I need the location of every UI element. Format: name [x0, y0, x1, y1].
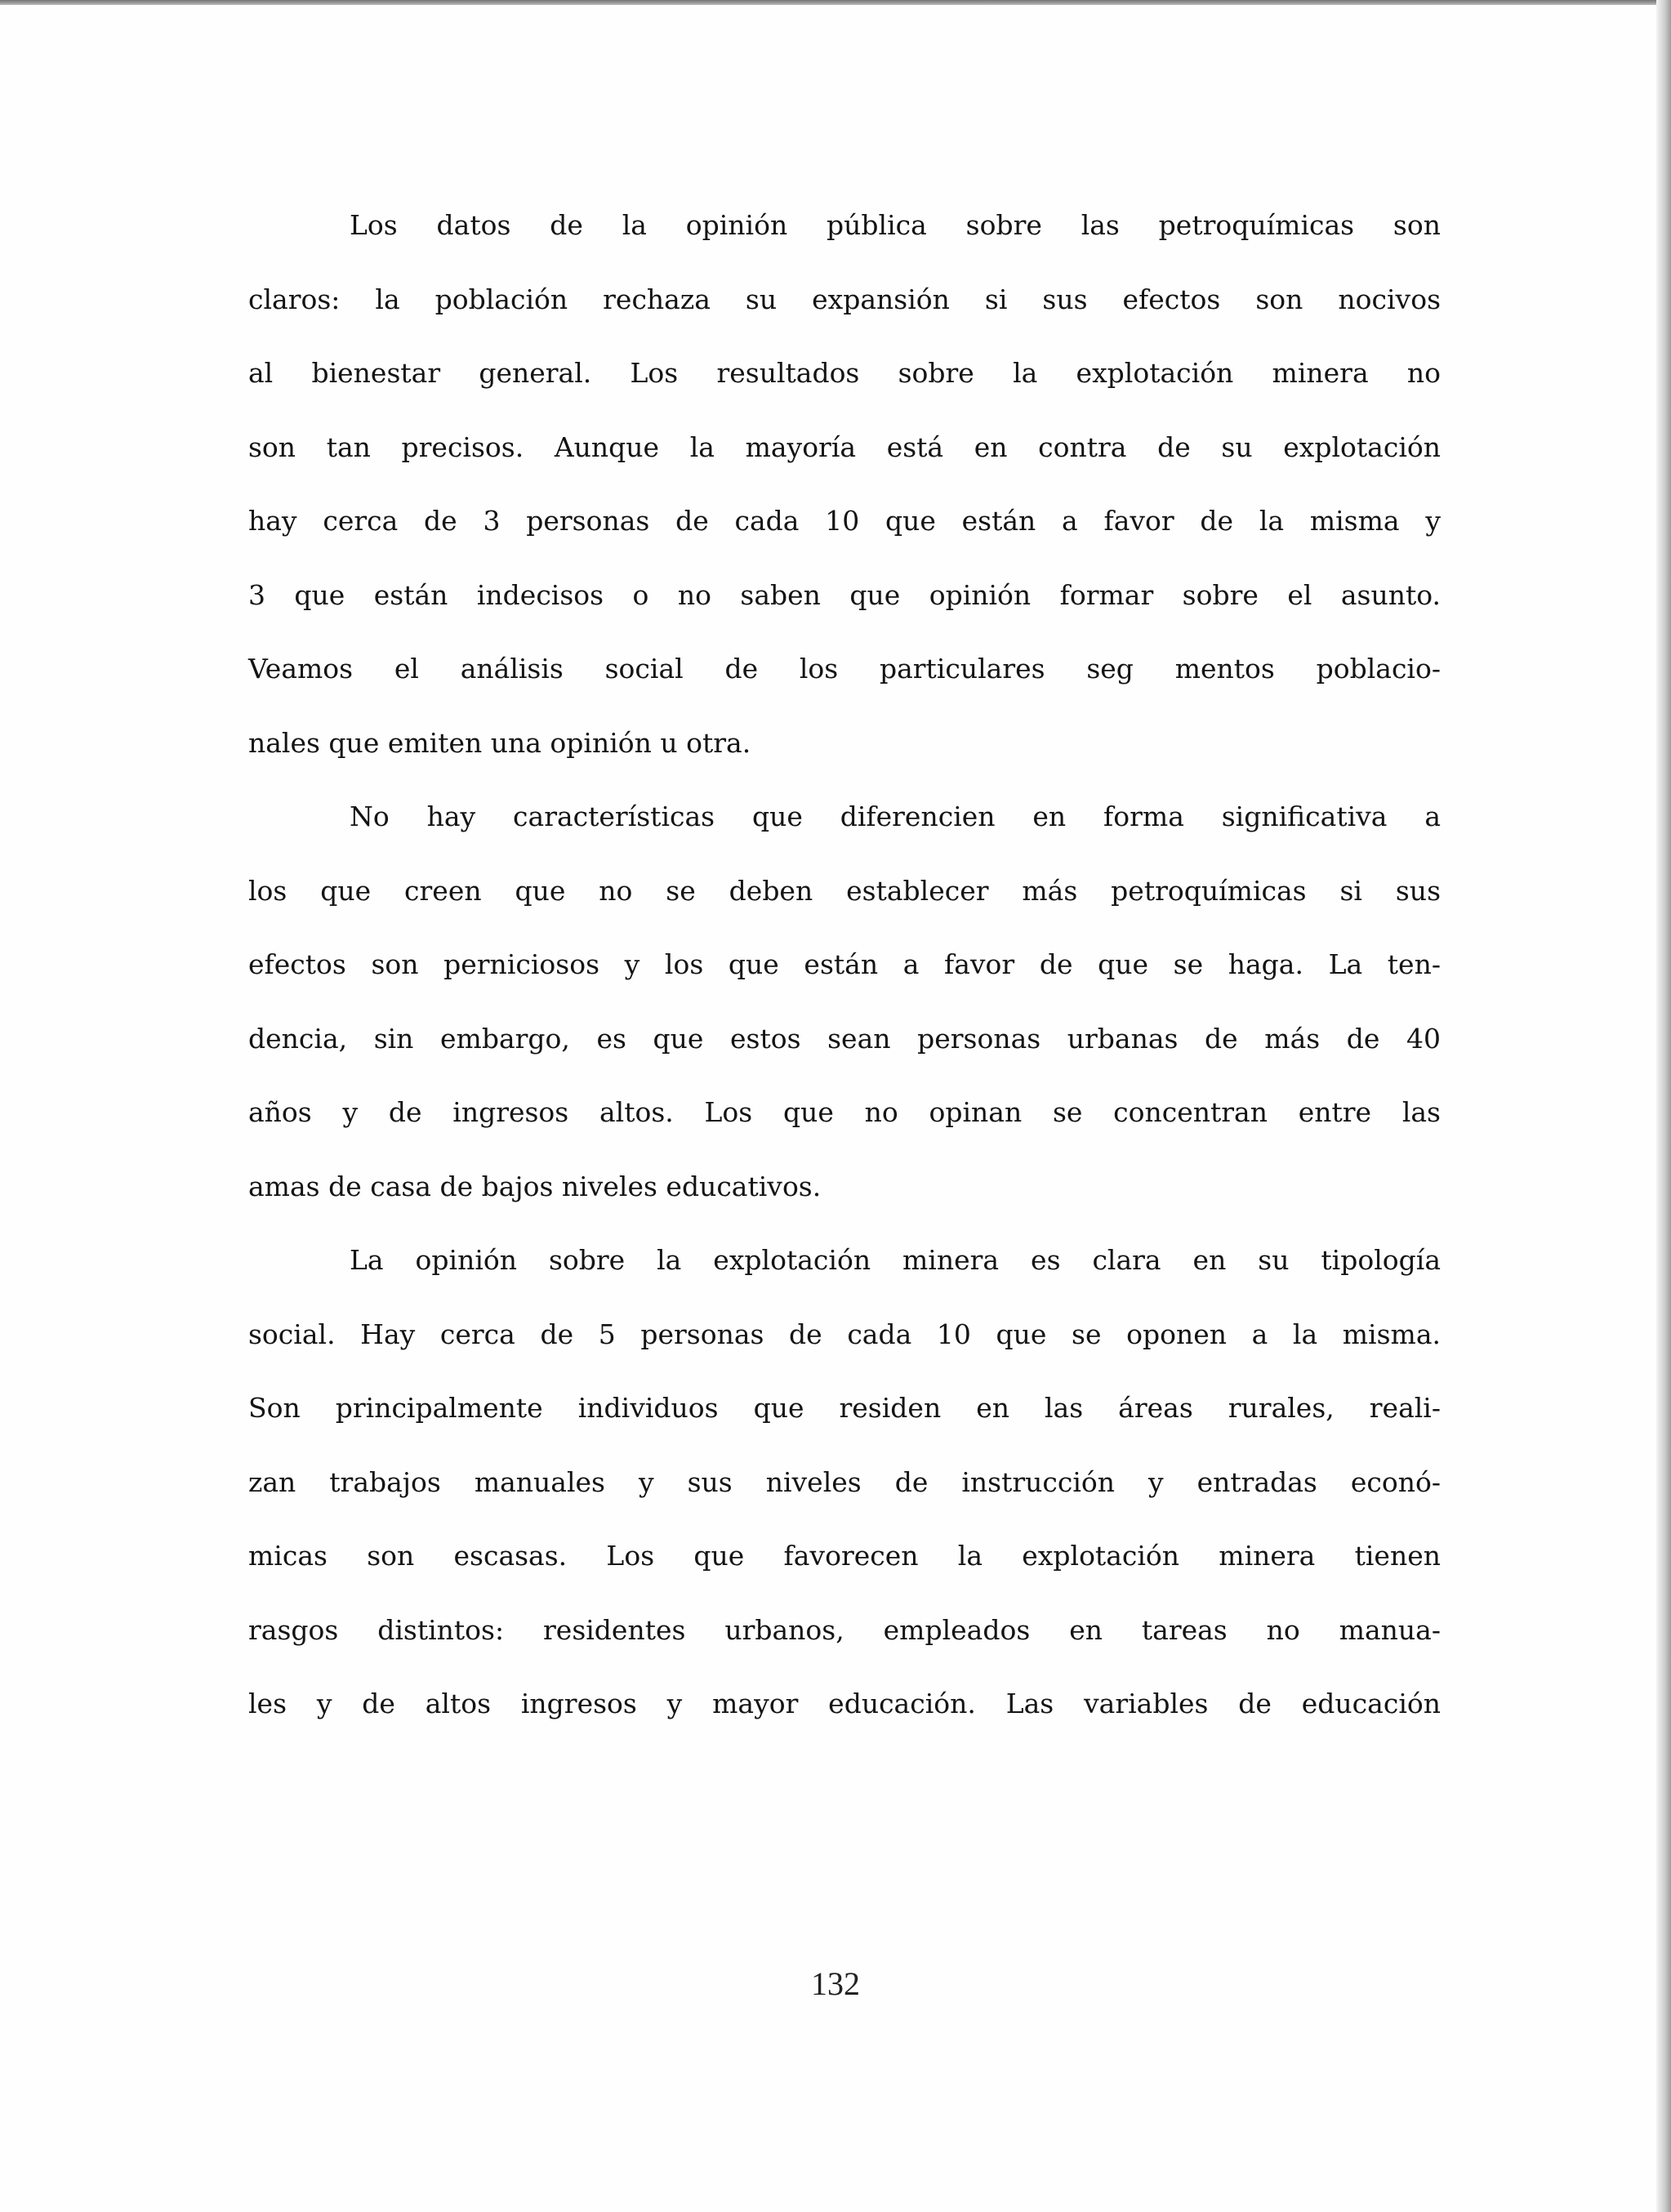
paragraph-2-line-6: amas de casa de bajos niveles educativos.: [248, 1170, 822, 1202]
body-text: [248, 201, 1441, 1754]
paragraph-2-line-1: No hay características que diferencien en forma significativa a: [350, 801, 1441, 832]
paragraph-2-line-2: los que creen que no se deben establecer más petroquímicas si sus: [248, 874, 1441, 907]
top-scan-edge: [0, 0, 1671, 5]
paragraph-3-line-7: les y de altos ingresos y mayor educación. Las variables de educación: [248, 1688, 1441, 1719]
paragraph-3-line-5: micas son escasas. Los que favorecen la explotación minera tienen: [248, 1540, 1441, 1572]
paragraph-1-line-1: Los datos de la opinión pública sobre las petroquímicas son: [350, 209, 1441, 241]
paragraph-1-line-2: claros: la población rechaza su expansión si sus efectos son nocivos: [248, 283, 1441, 315]
paragraph-2-line-3: efectos son perniciosos y los que están a favor de que se haga. La ten-: [248, 948, 1441, 980]
paragraph-1-line-5: hay cerca de 3 personas de cada 10 que están a favor de la misma y: [248, 505, 1441, 537]
paragraph-1-line-6: 3 que están indecisos o no saben que opinión formar sobre el asunto.: [248, 578, 1441, 611]
paragraph-2-line-4: dencia, sin embargo, es que estos sean personas urbanas de más de 40: [248, 1022, 1441, 1055]
page-number: 132: [811, 1965, 860, 2002]
paragraph-1-line-7: Veamos el análisis social de los particulares seg mentos poblacio-: [248, 653, 1441, 685]
paragraph-3-line-4: zan trabajos manuales y sus niveles de instrucción y entradas econó-: [248, 1465, 1441, 1498]
right-scan-edge: [1656, 0, 1671, 2212]
paragraph-3-line-6: rasgos distintos: residentes urbanos, empleados en tareas no manua-: [248, 1613, 1441, 1646]
paragraph-2-line-5: años y de ingresos altos. Los que no opinan se concentran entre las: [248, 1096, 1441, 1128]
paragraph-1-line-8: nales que emiten una opinión u otra.: [248, 726, 751, 759]
paragraph-3-line-3: Son principalmente individuos que residen en las áreas rurales, reali-: [248, 1392, 1441, 1424]
paragraph-3-line-1: La opinión sobre la explotación minera es clara en su tipología: [350, 1244, 1441, 1276]
paragraph-1-line-4: son tan precisos. Aunque la mayoría está en contra de su explotación: [248, 430, 1441, 463]
paragraph-3-line-2: social. Hay cerca de 5 personas de cada 10 que se oponen a la misma.: [248, 1318, 1441, 1350]
paragraph-1-line-3: al bienestar general. Los resultados sobre la explotación minera no: [248, 357, 1441, 389]
